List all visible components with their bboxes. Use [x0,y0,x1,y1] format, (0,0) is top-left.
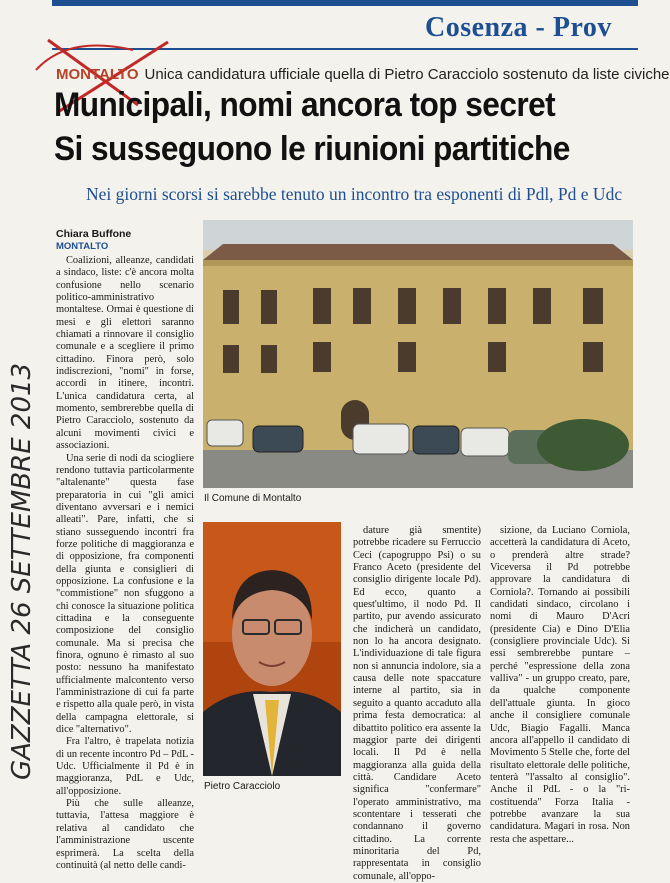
kicker [56,66,670,83]
photo-caption-portrait: Pietro Caracciolo [204,781,281,792]
byline-author: Chiara Buffone [56,228,132,240]
kicker-text: Unica candidatura ufficiale quella di Pietro Caracciolo sostenuto da liste civiche [144,66,670,83]
headline-line-2: Si susseguono le riunioni partitiche [54,130,570,168]
headline-line-1: Municipali, nomi ancora top secret [54,86,556,124]
svg-text:GAZZETTA 26 SETTEMBRE 2013: GAZZETTA 26 SETTEMBRE 2013 [7,362,37,780]
article-column-4 [490,525,630,845]
article-column-3 [353,525,481,882]
paragraph: sizione, da Luciano Corniola, accetterà la candidatura di Aceto, o prenderà altre strade? Viceversa il Pd potrebbe approvare la candidatura di Corniola?. Tornando ai possibili candidati sindaco, circolano i nomi di Mauro D'Acri (presidente Cia) e Dino D'Elia (consigliere provinciale Udc). Si essi sembrerebbe puntare – perché "espressione della zona valliva" - un gruppo creato, pare, da qualche componente dell'attuale giunta. In gioco anche il consigliere comunale Udc, Biagio Fagalli. Manca ancora all'appello il candidato di Movimento 5 Stelle che, forte del risultato elettorale delle politiche, tenterà "l'assalto al consiglio". Anche il PdL - o la "ri-costituenda" Forza Italia - potrebbe avanzare la sua candidatura. Magari in rosa. Non resta che aspettare... [490,525,630,845]
top-color-bar [52,0,638,6]
paragraph: Più che sulle alleanze, tuttavia, l'attesa maggiore è relativa al candidato che l'amministrazione uscente esprimerà. La scelta della continuità (al netto delle candi- [56,798,194,871]
portrait-photo [203,522,341,776]
byline-place: MONTALTO [56,241,109,252]
section-title: Cosenza - Prov [425,12,612,43]
photo-caption-town-hall: Il Comune di Montalto [204,493,302,504]
article-column-1 [56,255,194,871]
paragraph: Coalizioni, alleanze, candidati a sindaco, liste: c'è ancora molta confusione nello scenario politico-amministrativo montaltese. Ormai è questione di mesi e gli elettori saranno chiamati a rinnovare il consiglio comunale e a scegliere il primo cittadino. Finora però, solo indiscrezioni, "nomi" in forse, accordi in itinere, incontri. L'unica candidatura certa, al momento, sembrerebbe quella di Pietro Caracciolo, sostenuto da alcuni movimenti civici e associazioni. [56,255,194,452]
paragraph: Fra l'altro, è trapelata notizia di un recente incontro Pd – PdL - Udc. Ufficialmente il Pd è in maggioranza, PdL e Udc, all'opposizione. [56,736,194,797]
paragraph: Una serie di nodi da sciogliere rendono tuttavia particolarmente "altalenante" questa fase preparatoria in cui "gli amici diventano avversari e i nemici alleati". Pare, infatti, che si stiano susseguendo incontri fra forze politiche di maggioranza e di opposizione, fra componenti della giunta e consiglieri di opposizione. La confusione e la "commistione" non sfuggono a chi conosce la situazione politica cittadina e la conseguente composizione del consiglio comunale. Ma si precisa che finora, ognuno è rimasto al suo posto: nessuno ha manifestato ufficialmente malcontento verso l'amministrazione di cui fa parte e rispetto alla quale però, in vista della campagna elettorale, si dice "alternativo". [56,452,194,736]
subheadline: Nei giorni scorsi si sarebbe tenuto un incontro tra esponenti di Pdl, Pd e Udc [86,184,623,204]
paragraph: dature già smentite) potrebbe ricadere su Ferruccio Ceci (capogruppo Psi) o su Franco Aceto (presidente del consiglio dirigente locale Pd). Ed ecco, quanto a quest'ultimo, il nodo Pd. Il partito, pur avendo assicurato che indicherà un candidato, non lo ha ancora designato. L'individuazione di tale figura non si annuncia indolore, sia a causa delle note spaccature interne al partito, sia in seguito a quanto accaduto alla prima festa democratica: al dibattito politico era assente la maggior parte dei dirigenti locali. Il Pd è nella maggioranza alla guida della città. Candidare Aceto significa "confermare" l'operato amministrativo, ma scontentare i tesserati che condannano il governo cittadino. La corrente minoritaria del Pd, rappresentata in consiglio comunale, all'oppo- [353,525,481,882]
kicker-place: MONTALTO [56,66,139,83]
town-hall-photo [203,220,633,488]
handwritten-date-note [2,150,38,790]
